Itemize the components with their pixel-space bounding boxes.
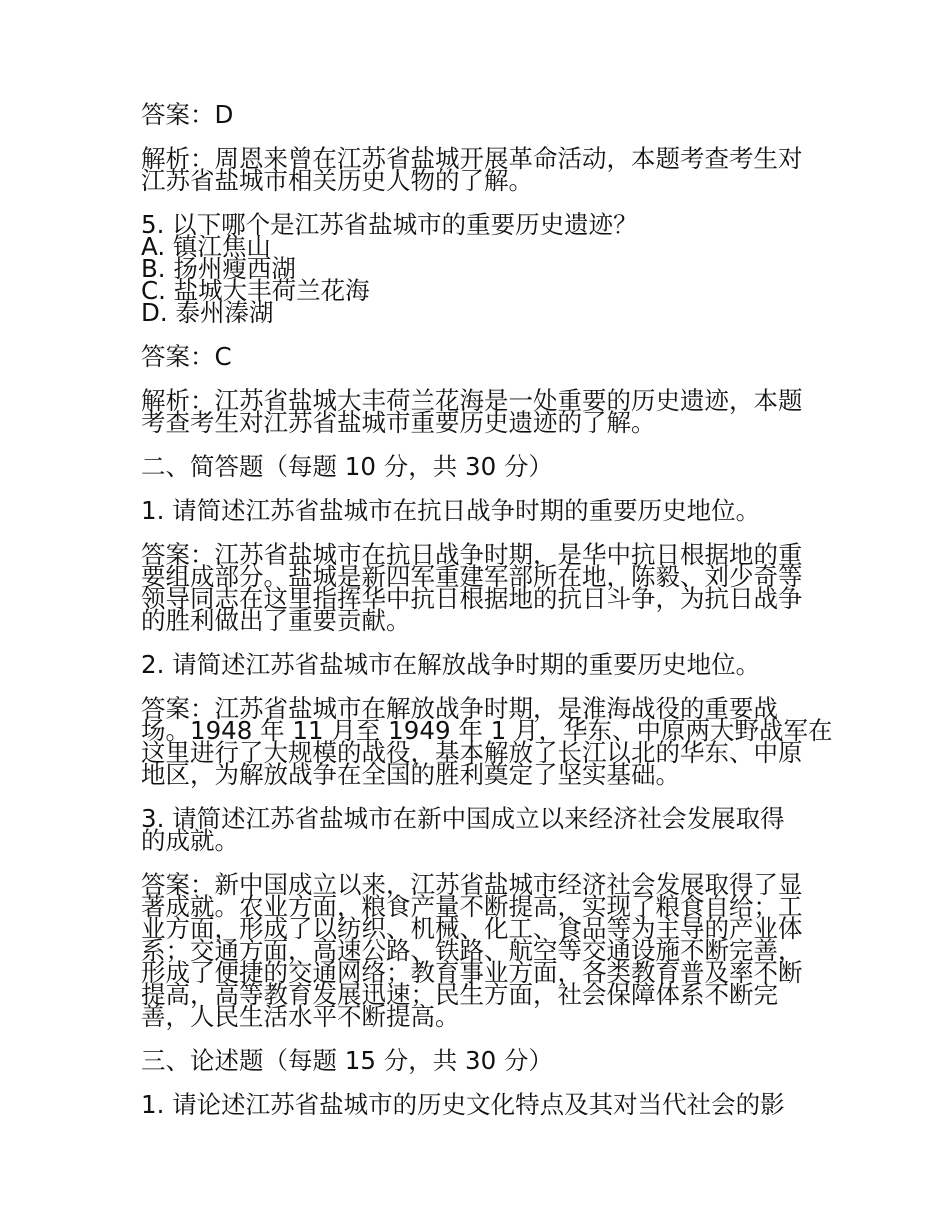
answer-5 (141, 342, 813, 371)
answer-4 (141, 100, 813, 129)
section-title: 三、论述题（每题 15 分，共 30 分） (141, 1046, 554, 1075)
short-answer-1 (141, 540, 813, 635)
answer-line: 系；交通方面，高速公路、铁路、航空等交通设施不断完善， (141, 936, 803, 965)
short-answer-2 (141, 694, 833, 789)
essay-question-1 (141, 1090, 813, 1119)
option-d: D. 泰州溱湖 (141, 298, 274, 327)
answer-line: 这里进行了大规模的战役，基本解放了长江以北的华东、中原 (141, 738, 803, 767)
explanation-4 (141, 144, 813, 195)
short-question-2 (141, 650, 813, 679)
answer-line: 场。1948 年 11 月至 1949 年 1 月，华东、中原两大野战军在 (141, 716, 833, 745)
short-question-3 (141, 804, 813, 855)
explanation-line: 解析：江苏省盐城大丰荷兰花海是一处重要的历史遗迹，本题 (141, 386, 803, 415)
answer-text: 答案：D (141, 100, 234, 129)
section-heading-3 (141, 1046, 813, 1075)
answer-line: 的胜利做出了重要贡献。 (141, 606, 411, 635)
answer-text: 答案：C (141, 342, 232, 371)
question-text: 3. 请简述江苏省盐城市在新中国成立以来经济社会发展取得 (141, 804, 785, 833)
option-a: A. 镇江焦山 (141, 232, 271, 261)
answer-line: 地区，为解放战争在全国的胜利奠定了坚实基础。 (141, 760, 680, 789)
answer-line: 要组成部分。盐城是新四军重建军部所在地，陈毅、刘少奇等 (141, 562, 803, 591)
explanation-line: 江苏省盐城市相关历史人物的了解。 (141, 166, 533, 195)
answer-line: 领导同志在这里指挥华中抗日根据地的抗日斗争，为抗日战争 (141, 584, 803, 613)
question-text: 1. 请论述江苏省盐城市的历史文化特点及其对当代社会的影 (141, 1090, 785, 1119)
answer-line: 答案：江苏省盐城市在解放战争时期，是淮海战役的重要战 (141, 694, 778, 723)
answer-line: 答案：江苏省盐城市在抗日战争时期，是华中抗日根据地的重 (141, 540, 803, 569)
explanation-5 (141, 386, 813, 437)
explanation-line: 解析：周恩来曾在江苏省盐城开展革命活动，本题考查考生对 (141, 144, 803, 173)
question-text: 2. 请简述江苏省盐城市在解放战争时期的重要历史地位。 (141, 650, 761, 679)
answer-line: 业方面，形成了以纺织、机械、化工、食品等为主导的产业体 (141, 914, 803, 943)
answer-line: 答案：新中国成立以来，江苏省盐城市经济社会发展取得了显 (141, 870, 803, 899)
option-b: B. 扬州瘦西湖 (141, 254, 296, 283)
question-text: 5. 以下哪个是江苏省盐城市的重要历史遗迹？ (141, 210, 638, 239)
question-text: 的成就。 (141, 826, 239, 855)
answer-line: 著成就。农业方面，粮食产量不断提高，实现了粮食自给；工 (141, 892, 803, 921)
option-c: C. 盐城大丰荷兰花海 (141, 276, 370, 305)
question-5 (141, 210, 813, 327)
document-page (141, 100, 833, 1138)
answer-line: 提高，高等教育发展迅速；民生方面，社会保障体系不断完 (141, 980, 778, 1009)
explanation-line: 考查考生对江苏省盐城市重要历史遗迹的了解。 (141, 408, 656, 437)
section-heading-2 (141, 452, 813, 481)
answer-line: 善，人民生活水平不断提高。 (141, 1002, 460, 1031)
answer-line: 形成了便捷的交通网络；教育事业方面，各类教育普及率不断 (141, 958, 803, 987)
question-text: 1. 请简述江苏省盐城市在抗日战争时期的重要历史地位。 (141, 496, 761, 525)
section-title: 二、简答题（每题 10 分，共 30 分） (141, 452, 554, 481)
short-question-1 (141, 496, 813, 525)
short-answer-3 (141, 870, 813, 1031)
